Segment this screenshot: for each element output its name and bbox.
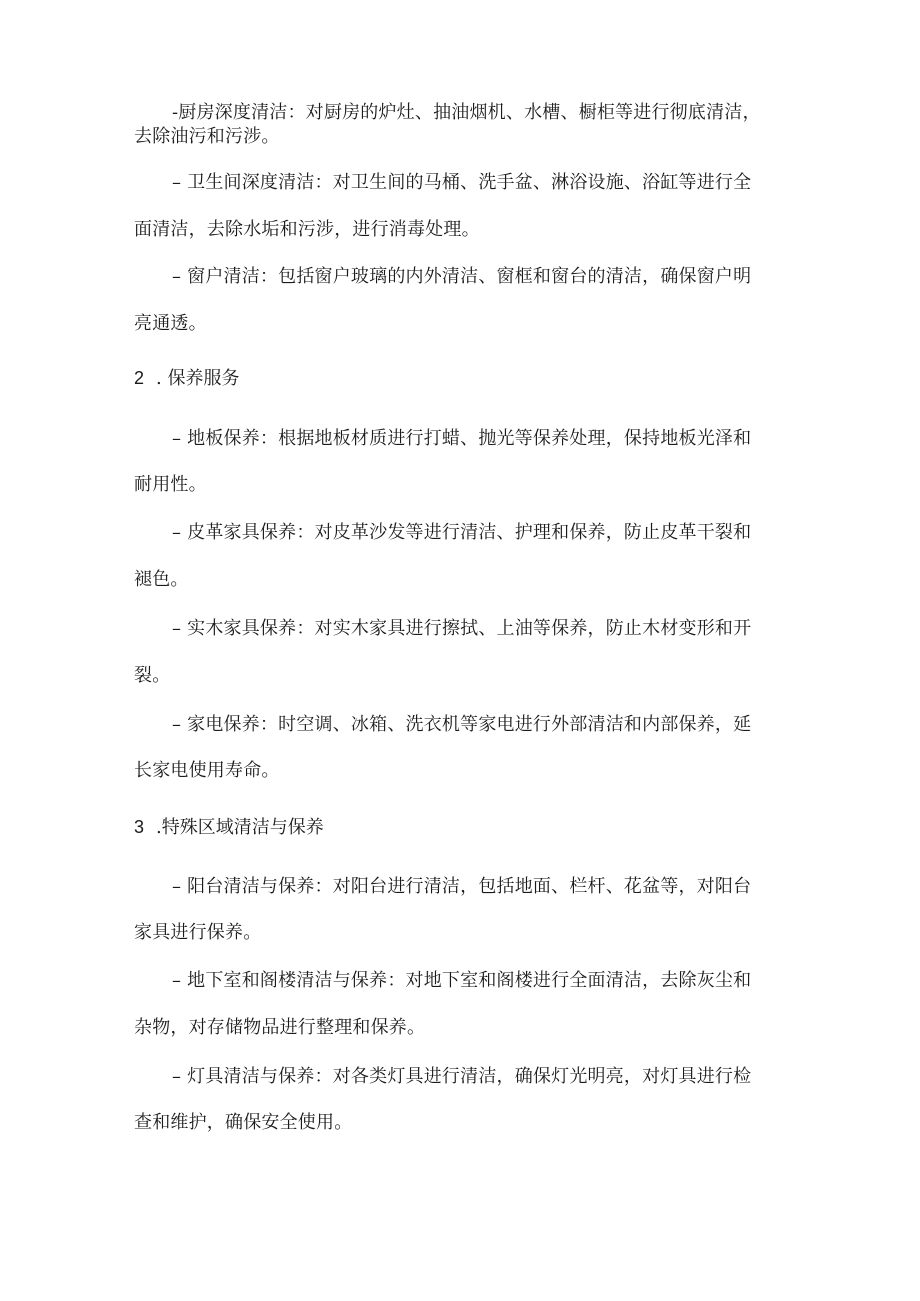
paragraph-bathroom-line2: 面清洁，去除水垢和污涉，进行消毒处理。: [134, 219, 480, 240]
section-number: 2: [134, 368, 145, 388]
paragraph-kitchen-line1: -厨房深度清洁：对厨房的炉灶、抽油烟机、水槽、橱柜等进行彻底清洁，: [172, 102, 761, 123]
paragraph-balcony-line2: 家具进行保养。: [134, 922, 262, 943]
paragraph-appliance-line2: 长家电使用寿命。: [134, 760, 280, 781]
paragraph-wood-line1: – 实木家具保养：对实木家具进行擦拭、上油等保养，防止木材变形和开: [172, 618, 752, 639]
section-number: 3: [134, 817, 145, 837]
paragraph-leather-line1: – 皮革家具保养：对皮革沙发等进行清洁、护理和保养，防止皮革干裂和: [172, 522, 752, 543]
paragraph-basement-line1: – 地下室和阁楼清洁与保养：对地下室和阁楼进行全面清洁，去除灰尘和: [172, 970, 752, 991]
section-title: . 保养服务: [156, 368, 240, 389]
section-title: .特殊区域清洁与保养: [156, 817, 324, 838]
paragraph-appliance-line1: – 家电保养：时空调、冰箱、洗衣机等家电进行外部清洁和内部保养，延: [172, 714, 752, 735]
paragraph-bathroom-line1: – 卫生间深度清洁：对卫生间的马桶、洗手盆、淋浴设施、浴缸等进行全: [172, 172, 752, 193]
section-heading-special-areas: [134, 816, 324, 839]
paragraph-window-line1: – 窗户清洁：包括窗户玻璃的内外清洁、窗框和窗台的清洁，确保窗户明: [172, 266, 752, 287]
paragraph-window-line2: 亮通透。: [134, 313, 207, 334]
paragraph-leather-line2: 褪色。: [134, 569, 189, 590]
paragraph-lighting-line1: – 灯具清洁与保养：对各类灯具进行清洁，确保灯光明亮，对灯具进行检: [172, 1066, 752, 1087]
paragraph-floor-line1: – 地板保养：根据地板材质进行打蜡、抛光等保养处理，保持地板光泽和: [172, 428, 752, 449]
paragraph-lighting-line2: 查和维护，确保安全使用。: [134, 1112, 353, 1133]
paragraph-wood-line2: 裂。: [134, 665, 171, 686]
paragraph-basement-line2: 杂物，对存储物品进行整理和保养。: [134, 1017, 426, 1038]
paragraph-kitchen-line2: 去除油污和污涉。: [134, 126, 280, 147]
section-heading-maintenance: [134, 367, 239, 390]
paragraph-floor-line2: 耐用性。: [134, 474, 207, 495]
paragraph-balcony-line1: – 阳台清洁与保养：对阳台进行清洁，包括地面、栏杆、花盆等，对阳台: [172, 876, 752, 897]
